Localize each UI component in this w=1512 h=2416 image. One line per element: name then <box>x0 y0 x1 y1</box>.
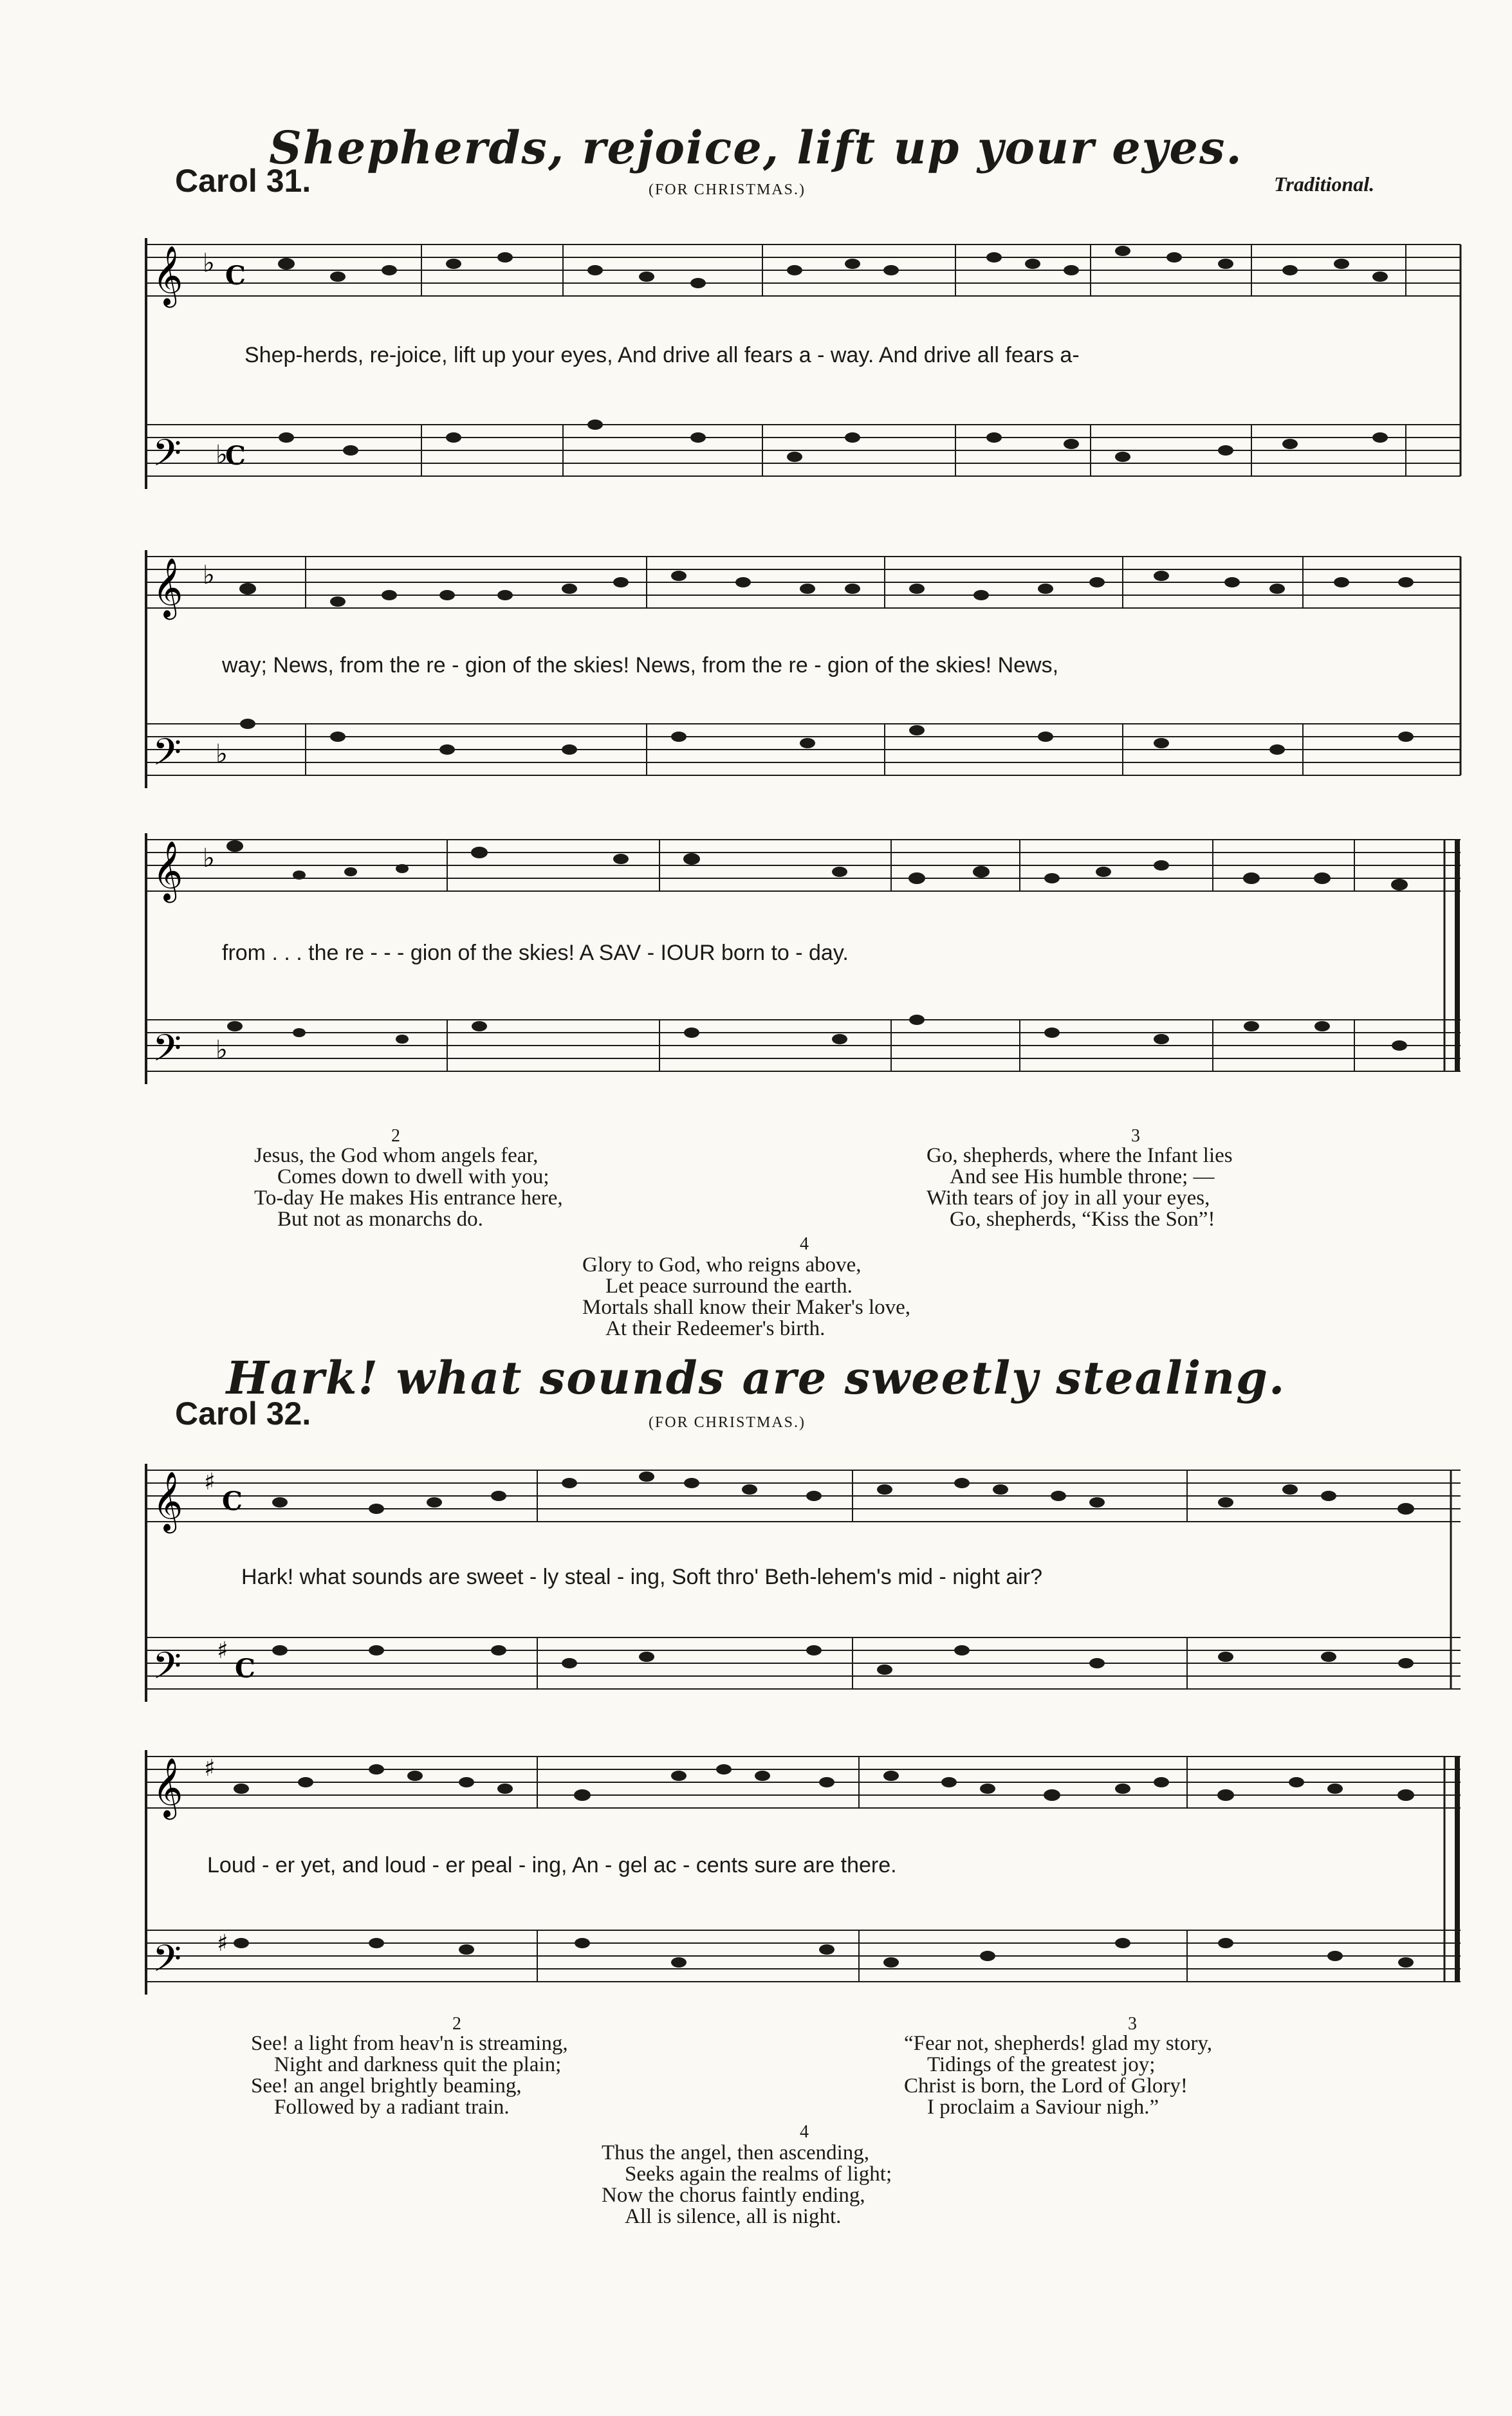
carol-31-system-2 <box>145 544 1464 814</box>
carol-32-verse-4-number: 4 <box>800 2122 809 2142</box>
carol-31-lyrics-line-2: way; News, from the re - gion of the skies! News, from the re - gion of the skies! News, <box>222 653 1059 678</box>
carol-32-lyrics-line-2: Loud - er yet, and loud - er peal - ing, An - gel ac - cents sure are there. <box>207 1853 897 1877</box>
treble-clef-icon: 𝄞 <box>152 557 183 617</box>
flat-icon: ♭ <box>203 560 215 590</box>
sharp-icon: ♯ <box>204 1755 216 1782</box>
carol-31-verse-2-number: 2 <box>391 1126 400 1146</box>
bass-clef-icon: 𝄢 <box>152 431 182 484</box>
carol-31-verse-3: Go, shepherds, where the Infant lies And see His humble throne; — With tears of joy in all your eyes, Go, shepherds, “Kiss the Son”! <box>927 1144 1233 1231</box>
carol-32-occasion: (FOR CHRISTMAS.) <box>648 1414 806 1431</box>
carol-32-verse-2: See! a light from heav'n is streaming, Night and darkness quit the plain; See! an angel brightly beaming, Followed by a radiant train. <box>251 2032 568 2119</box>
carol-31-number: Carol 31. <box>175 163 311 199</box>
bass-clef-icon: 𝄢 <box>152 730 182 783</box>
carol-31-system-3 <box>145 827 1464 1110</box>
treble-clef-icon: 𝄞 <box>152 245 183 305</box>
time-signature: C <box>235 1654 255 1684</box>
carol-31-verse-4: Glory to God, who reigns above, Let peace surround the earth. Mortals shall know their Maker's love, At their Redeemer's birth. <box>582 1253 911 1340</box>
carol-31-verse-2: Jesus, the God whom angels fear, Comes down to dwell with you; To-day He makes His entrance here, But not as monarchs do. <box>254 1144 563 1231</box>
sharp-icon: ♯ <box>217 1637 228 1664</box>
treble-clef-icon: 𝄞 <box>152 1757 183 1817</box>
flat-icon: ♭ <box>216 1035 228 1065</box>
flat-icon: ♭ <box>203 844 215 873</box>
flat-icon: ♭ <box>216 739 228 769</box>
carol-31-lyrics-line-1: Shep-herds, re-joice, lift up your eyes, And drive all fears a - way. And drive all fears a- <box>244 343 1080 367</box>
time-signature: C <box>225 261 246 291</box>
sharp-icon: ♯ <box>204 1469 216 1495</box>
sharp-icon: ♯ <box>217 1930 228 1957</box>
bass-clef-icon: 𝄢 <box>152 1937 182 1989</box>
carol-32-verse-3-number: 3 <box>1128 2014 1137 2034</box>
carol-31-title: Shepherds, rejoice, lift up your eyes. <box>269 121 1243 174</box>
flat-icon: ♭ <box>203 248 215 278</box>
carol-32-number: Carol 32. <box>175 1396 311 1432</box>
bass-clef-icon: 𝄢 <box>152 1644 182 1697</box>
carol-31-attribution: Traditional. <box>1274 172 1375 196</box>
carol-32-system-1 <box>145 1457 1464 1728</box>
carol-32-verse-4: Thus the angel, then ascending, Seeks again the realms of light; Now the chorus faintly ending, All is silence, all is night. <box>602 2141 892 2228</box>
carol-32-system-2 <box>145 1744 1464 2014</box>
carol-31-occasion: (FOR CHRISTMAS.) <box>648 181 806 198</box>
carol-31-verse-3-number: 3 <box>1131 1126 1140 1146</box>
carol-32-lyrics-line-1: Hark! what sounds are sweet - ly steal - ing, Soft thro' Beth-lehem's mid - night air? <box>241 1565 1043 1589</box>
carol-31-lyrics-line-3: from . . . the re - - - gion of the skies! A SAV - IOUR born to - day. <box>222 941 849 965</box>
treble-clef-icon: 𝄞 <box>152 1471 183 1531</box>
carol-31-system-1 <box>145 232 1464 528</box>
carol-32-verse-3: “Fear not, shepherds! glad my story, Tidings of the greatest joy; Christ is born, the Lord of Glory! I proclaim a Saviour nigh.” <box>904 2032 1212 2119</box>
time-signature: C <box>225 441 246 471</box>
carol-32-title: Hark! what sounds are sweetly stealing. <box>226 1351 1286 1405</box>
bass-clef-icon: 𝄢 <box>152 1026 182 1079</box>
flat-icon: ♭ <box>216 440 228 470</box>
time-signature: C <box>222 1486 243 1517</box>
treble-staff <box>145 244 1461 296</box>
bass-staff <box>145 425 1461 476</box>
treble-clef-icon: 𝄞 <box>152 840 183 900</box>
carol-32-verse-2-number: 2 <box>452 2014 461 2034</box>
carol-31-verse-4-number: 4 <box>800 1234 809 1254</box>
